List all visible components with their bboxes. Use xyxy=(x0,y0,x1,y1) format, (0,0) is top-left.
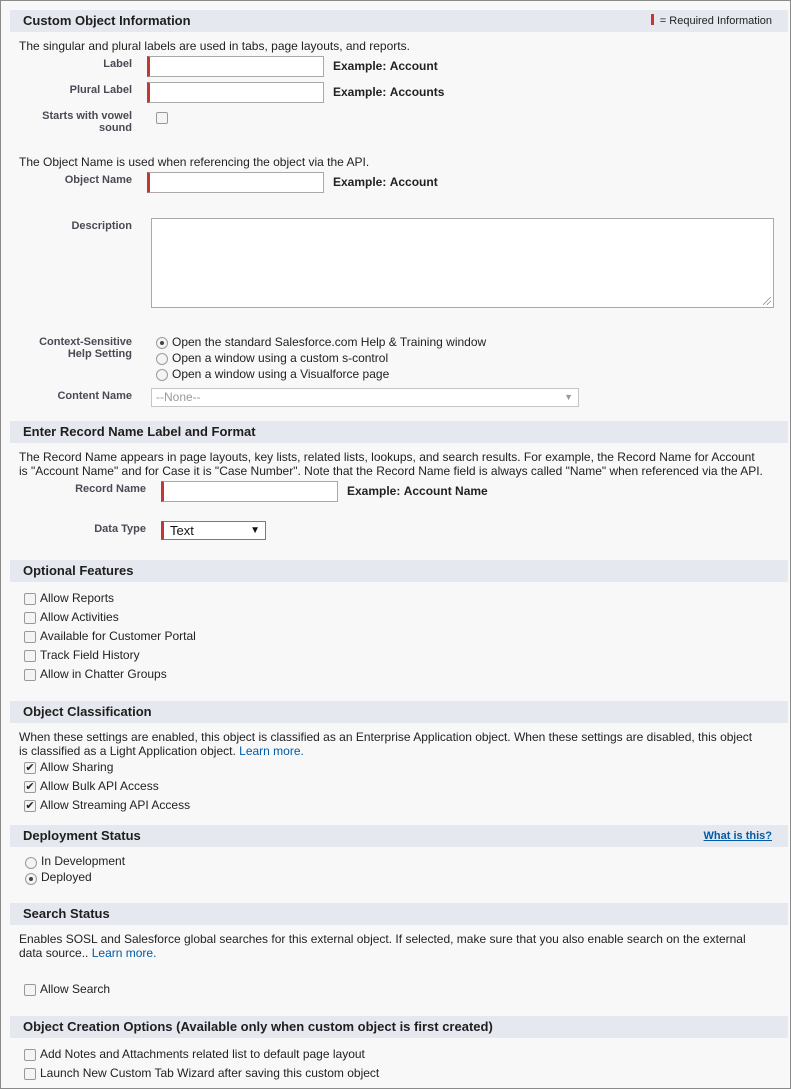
allow-bulk-api-label: Allow Bulk API Access xyxy=(40,779,159,793)
plural-label-input[interactable] xyxy=(147,82,324,103)
customer-portal-label: Available for Customer Portal xyxy=(40,629,196,643)
help-setting-label: Context-Sensitive Help Setting xyxy=(39,336,132,360)
in-development-label: In Development xyxy=(41,854,126,868)
section-header-record-name xyxy=(10,421,788,443)
allow-activities-label: Allow Activities xyxy=(40,610,119,624)
record-name-input[interactable] xyxy=(161,481,338,502)
allow-activities-checkbox[interactable] xyxy=(24,612,36,624)
section-title: Object Classification xyxy=(23,704,152,719)
label-field-label: Label xyxy=(103,58,132,70)
data-type-select[interactable]: Text ▼ xyxy=(161,521,266,540)
section-header-search-status xyxy=(10,903,788,925)
add-notes-label: Add Notes and Attachments related list to default page layout xyxy=(40,1047,365,1061)
required-marker-icon xyxy=(651,14,654,25)
chevron-down-icon: ▼ xyxy=(250,525,260,536)
section-title: Custom Object Information xyxy=(23,13,191,28)
record-name-example: Example: Account Name xyxy=(347,484,488,498)
deployed-label: Deployed xyxy=(41,870,92,884)
label-input[interactable] xyxy=(147,56,324,77)
vowel-sound-label: Starts with vowel sound xyxy=(42,110,132,134)
help-option-visualforce-radio[interactable] xyxy=(156,369,168,381)
section-title: Search Status xyxy=(23,906,110,921)
launch-tab-wizard-label: Launch New Custom Tab Wizard after saving this custom object xyxy=(40,1066,380,1080)
classification-intro-text: When these settings are enabled, this object is classified as an Enterprise Application object. When these settings are disabled, this object is classified as a Light Application object. Learn more. xyxy=(19,730,753,758)
plural-label-example: Example: Accounts xyxy=(333,85,445,99)
help-option-scontrol-radio[interactable] xyxy=(156,353,168,365)
customer-portal-checkbox[interactable] xyxy=(24,631,36,643)
section-title: Enter Record Name Label and Format xyxy=(23,424,256,439)
search-intro-text: Enables SOSL and Salesforce global searches for this external object. If selected, make sure that you also enable search on the external data source.. Learn more. xyxy=(19,932,746,960)
section-title: Optional Features xyxy=(23,563,134,578)
section-header-custom-object-information xyxy=(10,10,788,32)
section-header-optional-features xyxy=(10,560,788,582)
in-development-radio[interactable] xyxy=(25,857,37,869)
help-option-visualforce-label: Open a window using a Visualforce page xyxy=(172,367,390,381)
help-option-standard-radio[interactable] xyxy=(156,337,168,349)
record-name-field-label: Record Name xyxy=(75,483,146,495)
chatter-groups-label: Allow in Chatter Groups xyxy=(40,667,167,681)
object-name-input[interactable] xyxy=(147,172,324,193)
track-field-history-checkbox[interactable] xyxy=(24,650,36,662)
add-notes-checkbox[interactable] xyxy=(24,1049,36,1061)
allow-sharing-checkbox[interactable]: ✔ xyxy=(25,762,35,774)
content-name-label: Content Name xyxy=(57,390,132,402)
allow-bulk-api-checkbox[interactable]: ✔ xyxy=(25,781,35,793)
required-legend: = Required Information xyxy=(651,10,772,32)
resize-grip-icon[interactable] xyxy=(763,297,771,305)
help-option-standard-label: Open the standard Salesforce.com Help & Training window xyxy=(172,335,487,349)
section-title: Deployment Status xyxy=(23,828,141,843)
search-learn-more-link[interactable]: Learn more. xyxy=(91,946,157,960)
section-header-deployment-status xyxy=(10,825,788,847)
api-intro-text: The Object Name is used when referencing the object via the API. xyxy=(19,155,370,169)
labels-intro-text: The singular and plural labels are used in tabs, page layouts, and reports. xyxy=(19,39,410,53)
launch-tab-wizard-checkbox[interactable] xyxy=(24,1068,36,1080)
allow-reports-checkbox[interactable] xyxy=(24,593,36,605)
description-textarea[interactable] xyxy=(151,218,774,308)
allow-streaming-api-checkbox[interactable]: ✔ xyxy=(25,800,35,812)
description-field-label: Description xyxy=(71,220,132,232)
allow-search-label: Allow Search xyxy=(40,982,111,996)
chatter-groups-checkbox[interactable] xyxy=(24,669,36,681)
chevron-down-icon: ▼ xyxy=(564,392,573,402)
help-option-scontrol-label: Open a window using a custom s-control xyxy=(172,351,389,365)
track-field-history-label: Track Field History xyxy=(40,648,140,662)
section-title: Object Creation Options (Available only when custom object is first created) xyxy=(23,1019,493,1034)
allow-search-checkbox[interactable] xyxy=(24,984,36,996)
what-is-this-link[interactable]: What is this? xyxy=(703,830,772,842)
plural-label-field-label: Plural Label xyxy=(69,84,132,96)
object-name-example: Example: Account xyxy=(333,175,438,189)
deployed-radio[interactable] xyxy=(25,873,37,885)
allow-sharing-label: Allow Sharing xyxy=(40,760,114,774)
record-name-intro-text: The Record Name appears in page layouts, key lists, related lists, lookups, and search results. For example, the Record Name for Account is "Account Name" and for Case it is "Case Number". Note that the Record Name field is always called "Name" when referenced via the API. xyxy=(19,450,763,478)
object-name-field-label: Object Name xyxy=(64,174,132,186)
allow-reports-label: Allow Reports xyxy=(40,591,115,605)
label-example: Example: Account xyxy=(333,59,438,73)
vowel-sound-checkbox[interactable] xyxy=(156,112,168,124)
classification-learn-more-link[interactable]: Learn more. xyxy=(239,744,304,758)
section-header-creation-options xyxy=(10,1016,788,1038)
content-name-select[interactable]: --None-- ▼ xyxy=(151,388,579,407)
data-type-label: Data Type xyxy=(94,523,146,535)
allow-streaming-api-label: Allow Streaming API Access xyxy=(40,798,191,812)
section-header-object-classification xyxy=(10,701,788,723)
